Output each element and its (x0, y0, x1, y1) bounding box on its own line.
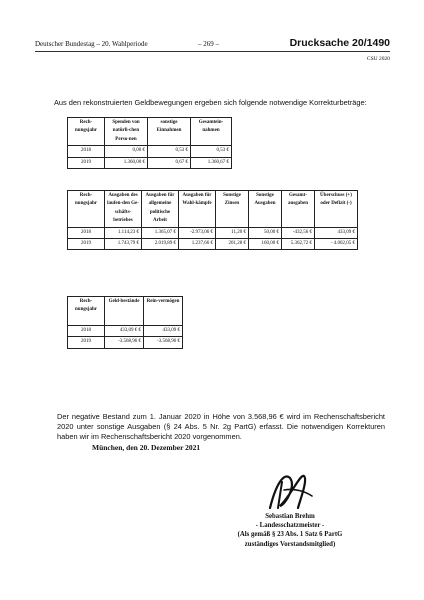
col-header: Ausgaben für allgemeine politische Arbeit (142, 191, 179, 228)
cell: 50,00 € (249, 227, 282, 238)
col-header: Rech-nungsjahr (68, 118, 105, 146)
assets-table (67, 296, 183, 349)
col-header: Überschuss (+) oder Defizit (-) (315, 191, 358, 228)
cell: -3.568,96 € (105, 337, 144, 348)
cell: 433,09 € € (105, 326, 144, 337)
cell: -432,56 € (282, 227, 315, 238)
col-header: Gesamtein-nahmen (191, 118, 232, 146)
cell: 2018 (68, 146, 105, 157)
cell: 1.114,23 € (105, 227, 142, 238)
cell: 1.743,79 € (105, 239, 142, 250)
page-number: – 269 – (198, 40, 219, 48)
header-sub: CSU 2020 (366, 56, 390, 62)
cell: 2019 (68, 157, 105, 168)
cell: 433,09 € (315, 227, 358, 238)
cell: 0,53 € (148, 146, 191, 157)
col-header: Spenden von natürli-chen Perso-nen (105, 118, 148, 146)
cell: 1.237,66 € (179, 239, 216, 250)
table-row (68, 337, 183, 348)
cell: 2019 (68, 337, 105, 348)
table-row (68, 227, 358, 238)
col-header: Rein-vermögen (144, 297, 183, 326)
col-header: Ausgaben des laufen-den Ge-schäfts-betriebes (105, 191, 142, 228)
cell: 201,28 € (216, 239, 249, 250)
cell: 2019 (68, 239, 105, 250)
intro-paragraph: Aus den rekonstruierten Geldbewegungen ergeben sich folgende notwendige Korrekturbeträge: (54, 98, 367, 107)
cell: 433,09 € (144, 326, 183, 337)
col-header: Rech-nungsjahr (68, 297, 105, 326)
cell: 160,00 € (249, 239, 282, 250)
col-header: Gesamt-ausgaben (282, 191, 315, 228)
cell: 2018 (68, 227, 105, 238)
col-header: Rech-nungsjahr (68, 191, 105, 228)
cell: 0,53 € (191, 146, 232, 157)
place-date: München, den 20. Dezember 2021 (92, 443, 201, 452)
cell: 2.019,89 € (142, 239, 179, 250)
handwritten-signature (200, 464, 370, 514)
cell: -3.568,96 € (144, 337, 183, 348)
cell: 1.360,00 € (105, 157, 148, 168)
income-table (67, 117, 232, 169)
cell: - 4.002,05 € (315, 239, 358, 250)
col-header: Geld-bestände (105, 297, 144, 326)
cell: 5.362,72 € (282, 239, 315, 250)
signer-law: (Als gemäß § 23 Abs. 1 Satz 6 PartG (237, 531, 343, 539)
cell: 11,20 € (216, 227, 249, 238)
header-left: Deutscher Bundestag – 20. Wahlperiode (35, 40, 148, 48)
signature-block (210, 512, 370, 549)
expense-table (67, 190, 358, 250)
correction-paragraph: Der negative Bestand zum 1. Januar 2020 in Höhe von 3.568,96 € wird im Rechenschaftsbericht 2020 unter sonstige Ausgaben (§ 24 Abs. 5 Nr. 2g PartG) erfasst. Die notwendigen Korrekturen haben wir im Rechenschaftsbericht 2020 vorgenommen. (57, 412, 385, 442)
table-row (68, 146, 232, 157)
cell: 0,67 € (148, 157, 191, 168)
cell: -2.973,06 € (179, 227, 216, 238)
table-row (68, 326, 183, 337)
table-row (68, 157, 232, 168)
document-number: Drucksache 20/1490 (289, 37, 390, 49)
cell: 2018 (68, 326, 105, 337)
signer-duty: zuständiges Vorstandsmitglied) (244, 540, 336, 548)
signer-role: - Landesschatzmeister - (255, 522, 325, 530)
col-header: Sonstige Zinsen (216, 191, 249, 228)
col-header: Ausgaben für Wahl-kämpfe (179, 191, 216, 228)
signer-name: Sebastian Brehm (265, 513, 315, 520)
cell: 0,00 € (105, 146, 148, 157)
cell: 1.365,07 € (142, 227, 179, 238)
col-header: sonstige Einnahmen (148, 118, 191, 146)
header-rule (35, 51, 390, 52)
table-row (68, 239, 358, 250)
cell: 1.360,67 € (191, 157, 232, 168)
col-header: Sonstige Ausgaben (249, 191, 282, 228)
